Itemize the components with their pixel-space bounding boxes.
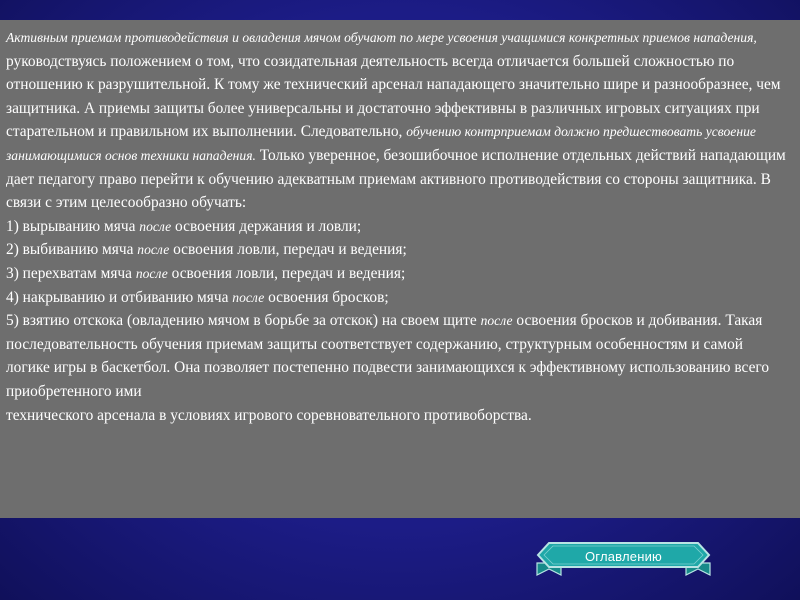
- list-item: 4) накрыванию и отбиванию мяча после освоения бросков;: [6, 288, 389, 306]
- intro-italic: Активным приемам противодействия и овладения мячом обучают по мере усвоения учащимися конкретных приемов нападения,: [6, 30, 757, 45]
- toc-button[interactable]: [531, 535, 716, 577]
- main-text: Только уверенное, безошибочное исполнение отдельных действий нападающим дает педагогу право перейти к обучению адекватным приемам активного противодействия со стороны защитника. В связи с этим целесообразно обучать:: [6, 146, 786, 212]
- closing-text: Такая последовательность обучения приемам защиты соответствует содержанию, структурным особенностям и самой логике игры в баскетбол. Она позволяет постепенно подвести занимающихся к эффективному использованию всего приобретенного ими: [6, 312, 770, 400]
- toc-button-label[interactable]: Оглавлению: [585, 548, 662, 564]
- list-item: 3) перехватам мяча после освоения ловли, передач и ведения;: [6, 264, 406, 282]
- intro-text: руководствуясь положением о том, что созидательная деятельность всегда отличается большей сложностью по отношению к разрушительной. К тому же технический арсенал нападающего значительно шире и разнообразнее, чем защитника. А приемы защиты более универсальны и достаточно эффективны в различных игровых ситуациях при старательном и правильном их выполнении. Следовательно,: [6, 52, 781, 141]
- list-item: 5) взятию отскока (овладению мячом в борьбе за отскок) на своем щите после освоения бросков и добивания.: [6, 312, 722, 330]
- list-item: 1) вырыванию мяча после освоения держания и ловли;: [6, 217, 362, 235]
- list-item: 2) выбиванию мяча после освоения ловли, передач и ведения;: [6, 241, 407, 259]
- emphasis-italic: обучению контрприемам должно предшествовать усвоение занимающимися основ техники нападения.: [6, 124, 756, 163]
- body-text: [6, 26, 790, 427]
- closing-text-end: технического арсенала в условиях игрового соревновательного противоборства.: [6, 406, 532, 424]
